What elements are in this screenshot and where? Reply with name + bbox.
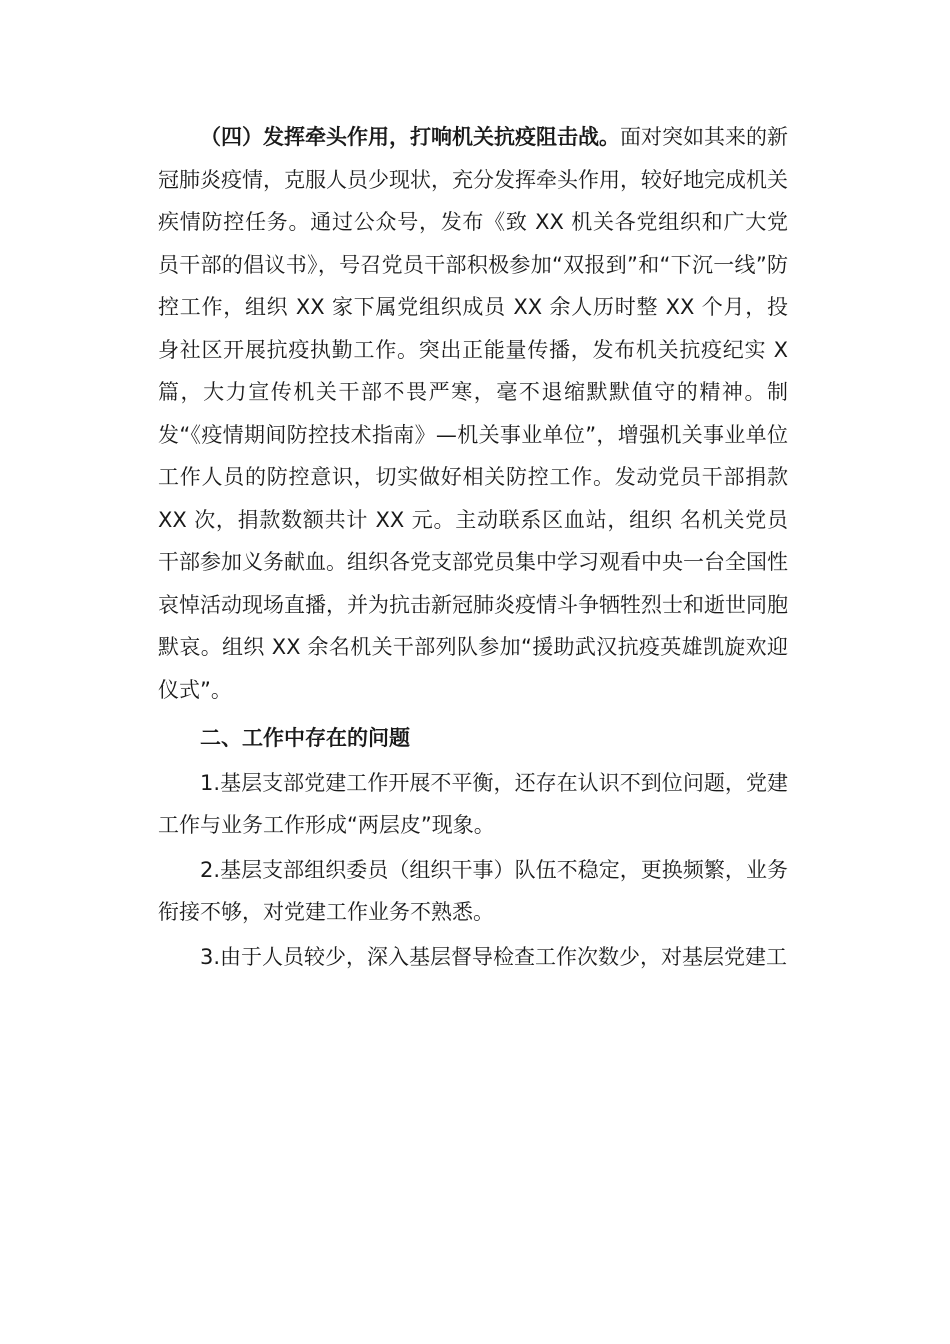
section-four-heading: （四）发挥牵头作用，打响机关抗疫阻击战。 <box>200 125 620 149</box>
document-content <box>158 116 788 978</box>
section-four-body: 面对突如其来的新冠肺炎疫情，克服人员少现状，充分发挥牵头作用，较好地完成机关疾情防控任务。通过公众号，发布《致 XX 机关各党组织和广大党员干部的倡议书》，号召党员干部积极参加“双报到”和“下沉一线”防控工作，组织 XX 家下属党组织成员 XX 余人历时整 XX 个月，投身社区开展抗疫执勤工作。突出正能量传播，发布机关抗疫纪实 X 篇，大力宣传机关干部不畏严寒，毫不退缩默默值守的精神。制发“《疫情期间防控技术指南》—机关事业单位”，增强机关事业单位工作人员的防控意识，切实做好相关防控工作。发动党员干部捐款 XX 次，捐款数额共计 XX 元。主动联系区血站，组织 名机关党员干部参加义务献血。组织各党支部党员集中学习观看中央一台全国性哀悼活动现场直播，并为抗击新冠肺炎疫情斗争牺牲烈士和逝世同胞默哀。组织 XX 余名机关干部列队参加“援助武汉抗疫英雄凯旋欢迎仪式”。 <box>158 125 788 702</box>
section-four-paragraph <box>158 116 788 711</box>
section-two-heading: 二、工作中存在的问题 <box>200 726 410 750</box>
problem-item-3: 3.由于人员较少，深入基层督导检查工作次数少，对基层党建工 <box>200 944 788 969</box>
problem-item-2: 2.基层支部组织委员（组织干事）队伍不稳定，更换频繁，业务衔接不够，对党建工作业务不熟悉。 <box>158 857 788 924</box>
problem-item-1: 1.基层支部党建工作开展不平衡，还存在认识不到位问题，党建工作与业务工作形成“两层皮”现象。 <box>158 770 788 837</box>
